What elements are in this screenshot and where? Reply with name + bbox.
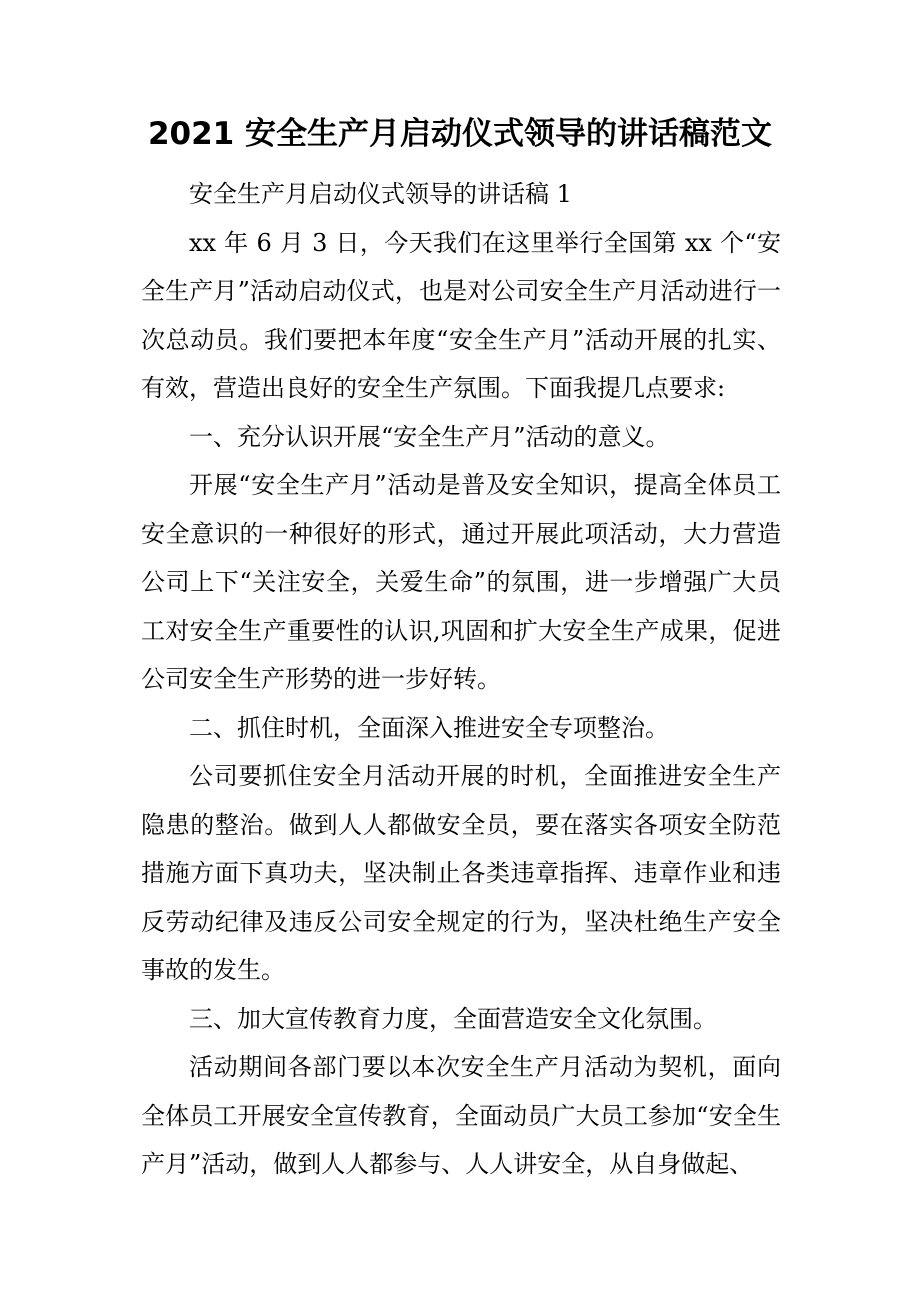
paragraph-subtitle: 安全生产月启动仪式领导的讲话稿 1 bbox=[189, 180, 572, 208]
section-heading-2: 二、抓住时机，全面深入推进安全专项整治。 bbox=[189, 713, 669, 742]
section-heading-1: 一、充分认识开展“安全生产月”活动的意义。 bbox=[189, 422, 670, 451]
section-heading-3: 三、加大宣传教育力度，全面营造安全文化氛围。 bbox=[189, 1004, 717, 1033]
paragraph-section-3: 活动期间各部门要以本次安全生产月活动为契机，面向全体员工开展安全宣传教育，全面动员广大员工参加“安全生产月”活动，做到人人都参与、人人讲安全，从自身做起、 bbox=[141, 1053, 781, 1178]
paragraph-section-2: 公司要抓住安全月活动开展的时机，全面推进安全生产隐患的整治。做到人人都做安全员，要在落实各项安全防范措施方面下真功夫，坚决制止各类违章指挥、违章作业和违反劳动纪律及违反公司安全规定的行为，坚决杜绝生产安全事故的发生。 bbox=[141, 762, 781, 984]
document-body bbox=[141, 170, 781, 1189]
paragraph-section-1: 开展“安全生产月”活动是普及安全知识，提高全体员工安全意识的一种很好的形式，通过开展此项活动，大力营造公司上下“关注安全，关爱生命”的氛围，进一步增强广大员工对安全生产重要性的认识,巩固和扩大安全生产成果，促进公司安全生产形势的进一步好转。 bbox=[141, 471, 781, 693]
document-title: 2021 安全生产月启动仪式领导的讲话稿范文 bbox=[147, 116, 773, 152]
paragraph-intro: xx 年 6 月 3 日，今天我们在这里举行全国第 xx 个“安全生产月”活动启动仪式，也是对公司安全生产月活动进行一次总动员。我们要把本年度“安全生产月”活动开展的扎实、有效，营造出良好的安全生产氛围。下面我提几点要求: bbox=[141, 228, 781, 402]
